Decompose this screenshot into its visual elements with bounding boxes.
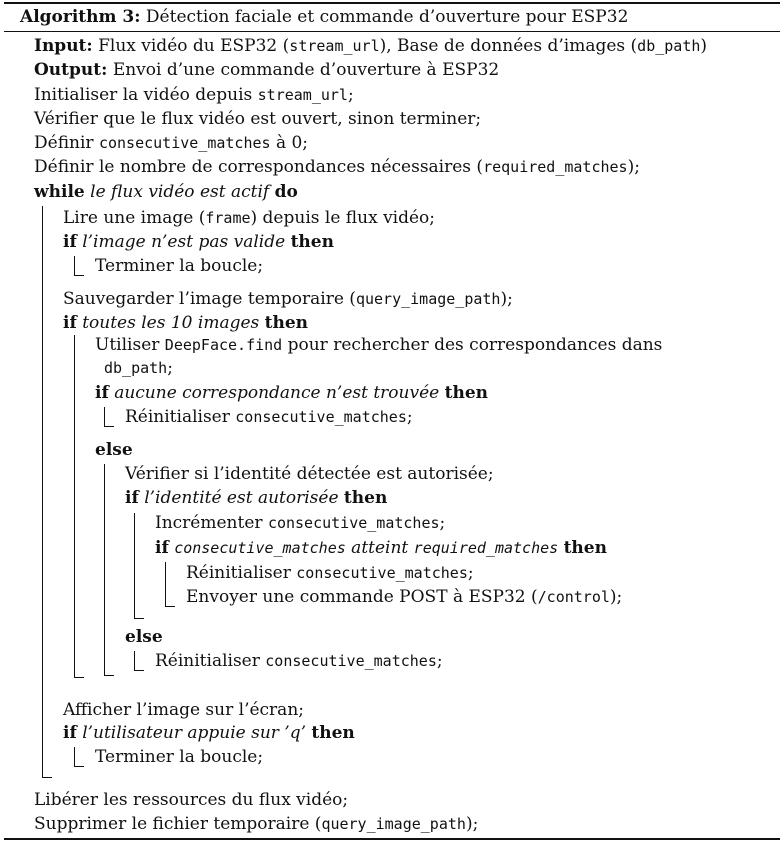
step-text: Sauvegarder l’image temporaire (: [63, 289, 356, 309]
if-every10-bracket: [74, 335, 75, 678]
if-q-end: [74, 766, 84, 767]
step-reset-3: [155, 649, 443, 673]
step-break-loop-1: [95, 254, 263, 278]
else-2-bracket: [134, 651, 135, 671]
step-var: required_matches: [483, 158, 628, 176]
if-authorized-end: [134, 618, 144, 619]
step-text: à 0;: [270, 133, 309, 153]
input-keyword: Input:: [34, 36, 93, 56]
if-nomatch-bracket: [104, 407, 105, 427]
if-condition: aucune correspondance n’est trouvée: [114, 383, 440, 403]
step-text: Afficher l’image sur l’écran;: [63, 700, 304, 720]
step-use-deepface-cont: [104, 356, 173, 380]
step-reset-2: [186, 561, 474, 585]
while-line: [34, 180, 298, 204]
step-text: ;: [436, 651, 443, 671]
output-text: Envoi d’une commande d’ouverture à ESP32: [112, 60, 500, 80]
db-path-var: db_path: [637, 37, 701, 55]
step-text: Définir le nombre de correspondances nécessaires (: [34, 157, 484, 177]
output-line: [34, 58, 499, 82]
if-authorized-bracket: [134, 513, 135, 619]
input-text-2: ), Base de données d’images (: [379, 36, 638, 56]
else-2-end: [134, 670, 144, 671]
if-reach-bracket: [165, 562, 166, 607]
step-release: [34, 788, 348, 812]
then-keyword: then: [290, 232, 334, 252]
top-rule: [4, 2, 780, 4]
if-invalid-bracket: [74, 256, 75, 276]
then-keyword: then: [311, 723, 355, 743]
step-var: stream_url: [257, 86, 348, 104]
step-text: Définir: [34, 133, 99, 153]
if-keyword: if: [63, 723, 77, 743]
algorithm-caption: [20, 5, 628, 29]
caption-title: Détection faciale et commande d’ouverture pour ESP32: [145, 7, 629, 27]
step-text: Initialiser la vidéo depuis: [34, 85, 258, 105]
if-condition: toutes les 10 images: [82, 313, 260, 333]
output-keyword: Output:: [34, 60, 108, 80]
step-text: );: [609, 587, 623, 607]
step-read-frame: [63, 206, 435, 230]
step-var: consecutive_matches: [267, 514, 440, 532]
else-line-2: [125, 625, 163, 649]
if-reach-end: [165, 606, 175, 607]
then-keyword: then: [563, 538, 607, 558]
if-every10-end: [74, 677, 84, 678]
step-text: Libérer les ressources du flux vidéo;: [34, 790, 349, 810]
step-text: ;: [439, 513, 446, 533]
step-define-required: [34, 155, 640, 179]
step-var: consecutive_matches: [296, 564, 468, 582]
step-var: query_image_path: [321, 815, 466, 833]
step-text: Réinitialiser: [155, 651, 266, 671]
if-q-bracket: [74, 747, 75, 767]
if-condition: l’identité est autorisée: [144, 488, 339, 508]
step-text: ;: [406, 407, 413, 427]
step-break-loop-2: [95, 745, 263, 769]
if-keyword: if: [95, 383, 109, 403]
step-text: Terminer la boucle;: [95, 747, 264, 767]
if-keyword: if: [63, 313, 77, 333]
if-q-line: [63, 721, 355, 745]
if-keyword: if: [155, 538, 169, 558]
input-text: Flux vidéo du ESP32 (: [98, 36, 290, 56]
caption-label: Algorithm 3:: [20, 7, 141, 27]
if-condition-var: consecutive_matches: [174, 539, 346, 557]
while-condition: le flux vidéo est actif: [90, 182, 270, 202]
bottom-rule: [4, 838, 780, 840]
step-var: query_image_path: [355, 290, 501, 308]
input-text-3: ): [700, 36, 708, 56]
do-keyword: do: [274, 182, 298, 202]
else-1-bracket: [104, 464, 105, 676]
then-keyword: then: [444, 383, 489, 403]
step-var: frame: [205, 209, 251, 227]
step-check-stream: [34, 107, 481, 131]
stream-url-var: stream_url: [289, 37, 380, 55]
step-text: Utiliser: [95, 335, 165, 355]
step-init-video: [34, 83, 354, 107]
if-condition: atteint: [345, 538, 414, 558]
step-text: ;: [467, 563, 474, 583]
step-text: Vérifier si l’identité détectée est autorisée;: [125, 464, 494, 484]
step-text: Incrémenter: [155, 513, 268, 533]
caption-rule: [4, 31, 780, 32]
step-save-temp: [63, 287, 513, 311]
step-text: pour rechercher des correspondances dans: [282, 335, 663, 355]
step-reset-1: [125, 405, 413, 429]
step-var: /control: [537, 588, 610, 606]
step-text: ;: [167, 358, 173, 378]
if-condition-var: required_matches: [413, 539, 559, 557]
step-text: ;: [347, 85, 354, 105]
if-invalid-end: [74, 275, 84, 276]
step-text: Terminer la boucle;: [95, 256, 264, 276]
if-condition: l’image n’est pas valide: [82, 232, 286, 252]
step-define-consecutive: [34, 131, 308, 155]
step-text: );: [500, 289, 513, 309]
else-keyword: else: [95, 440, 133, 460]
while-block-bracket: [42, 206, 43, 778]
step-text: );: [627, 157, 640, 177]
if-every10-line: [63, 311, 308, 335]
input-line: [34, 34, 707, 58]
step-var: consecutive_matches: [235, 408, 407, 426]
if-reach-line: [155, 536, 607, 560]
step-var: consecutive_matches: [265, 652, 437, 670]
if-nomatch-line: [95, 381, 488, 405]
step-text: Supprimer le fichier temporaire (: [34, 814, 322, 834]
step-show-image: [63, 698, 304, 722]
if-invalid-line: [63, 230, 334, 254]
if-authorized-line: [125, 486, 387, 510]
step-text: Lire une image (: [63, 208, 206, 228]
step-send-post: [186, 585, 622, 609]
while-block-end: [42, 777, 52, 778]
else-keyword: else: [125, 627, 163, 647]
then-keyword: then: [343, 488, 388, 508]
if-condition: l’utilisateur appuie sur ’q’: [82, 723, 306, 743]
step-var: DeepFace.find: [164, 336, 283, 354]
else-1-end: [104, 675, 114, 676]
step-text: Réinitialiser: [186, 563, 297, 583]
while-keyword: while: [34, 182, 85, 202]
if-nomatch-end: [104, 426, 114, 427]
step-var: consecutive_matches: [98, 134, 271, 152]
step-var: db_path: [104, 359, 168, 377]
step-text: ) depuis le flux vidéo;: [250, 208, 436, 228]
step-text: Vérifier que le flux vidéo est ouvert, sinon terminer;: [34, 109, 482, 129]
step-verify-identity: [125, 462, 494, 486]
step-increment: [155, 511, 445, 535]
step-text: Réinitialiser: [125, 407, 236, 427]
step-delete: [34, 812, 478, 836]
then-keyword: then: [264, 313, 309, 333]
step-text: );: [465, 814, 479, 834]
else-line-1: [95, 438, 133, 462]
if-keyword: if: [63, 232, 77, 252]
step-use-deepface: [95, 333, 662, 357]
step-text: Envoyer une commande POST à ESP32 (: [186, 587, 538, 607]
if-keyword: if: [125, 488, 139, 508]
